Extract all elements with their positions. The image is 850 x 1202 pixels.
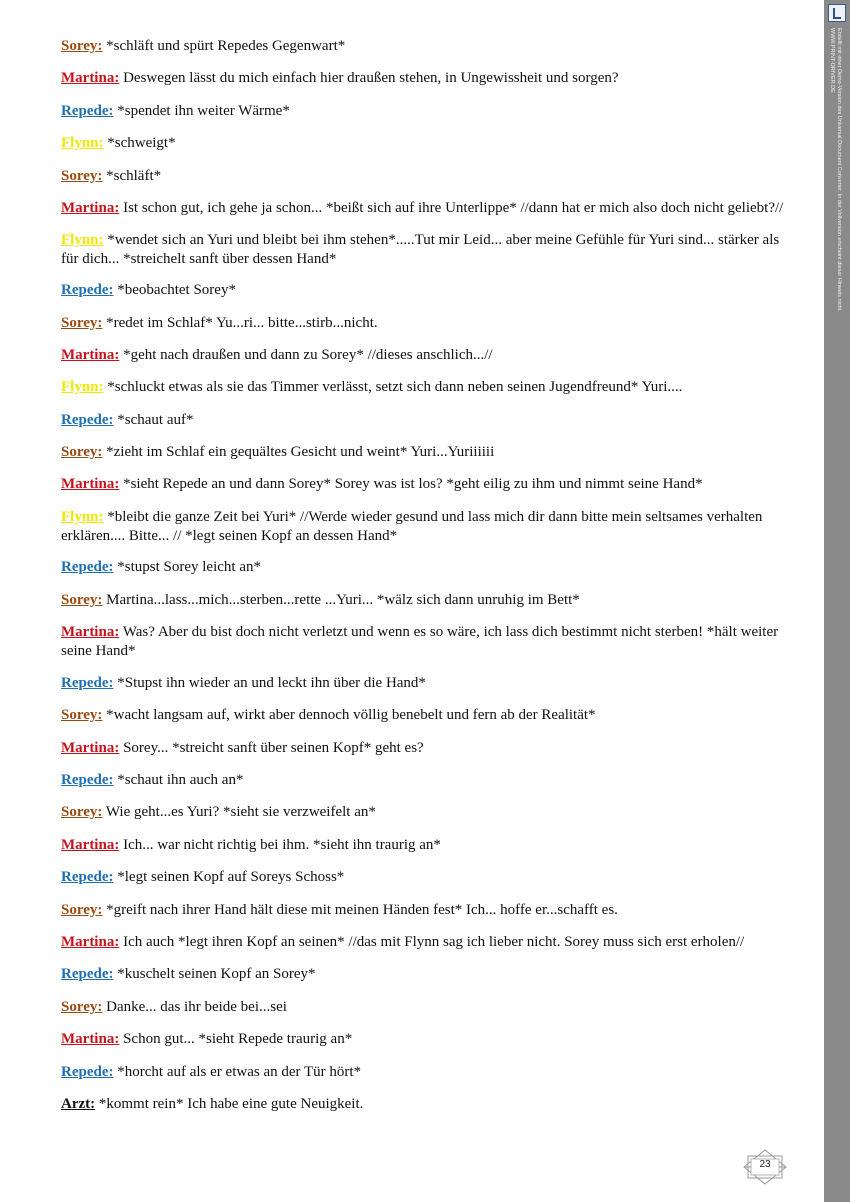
- dialogue-text: Wie geht...es Yuri? *sieht sie verzweifelt an*: [105, 804, 376, 821]
- dialogue-line: [61, 314, 796, 333]
- dialogue-text: *kommt rein* Ich habe eine gute Neuigkeit.: [98, 1095, 364, 1112]
- dialogue-line: [61, 134, 796, 153]
- dialogue-line: [61, 1063, 796, 1082]
- dialogue-line: [61, 346, 796, 365]
- dialogue-text: *legt seinen Kopf auf Soreys Schoss*: [117, 869, 345, 886]
- dialogue-line: [61, 558, 796, 577]
- dialogue-text: Sorey... *streicht sanft über seinen Kopf* geht es?: [123, 739, 424, 756]
- speaker-name: Arzt:: [61, 1095, 96, 1112]
- dialogue-text: *schläft*: [106, 167, 162, 184]
- dialogue-line: [61, 933, 796, 952]
- watermark-notice: [828, 28, 842, 312]
- dialogue-text: Deswegen lässt du mich einfach hier draußen stehen, in Ungewissheit und sorgen?: [123, 70, 619, 87]
- dialogue-line: [61, 771, 796, 790]
- dialogue-text: Ist schon gut, ich gehe ja schon... *beißt sich auf ihre Unterlippe* //dann hat er mich also doch nicht geliebt?//: [123, 199, 784, 216]
- speaker-name: Sorey:: [61, 38, 103, 54]
- dialogue-line: [61, 674, 796, 693]
- dialogue-line: [61, 102, 796, 121]
- dialogue-line: [61, 378, 796, 397]
- dialogue-text: *schaut auf*: [117, 411, 194, 428]
- dialogue-text: *horcht auf als er etwas an der Tür hört*: [117, 1063, 362, 1080]
- dialogue-line: [61, 281, 796, 300]
- dialogue-line: [61, 443, 796, 462]
- speaker-name: Repede:: [61, 102, 114, 119]
- watermark-url: WWW.PRINT-DRIVER.DE: [829, 28, 835, 93]
- dialogue-line: [61, 623, 796, 661]
- dialogue-text: *spendet ihn weiter Wärme*: [117, 102, 290, 119]
- page-number: 23: [759, 1159, 771, 1170]
- dialogue-line: [61, 901, 796, 920]
- dialogue-line: [61, 868, 796, 887]
- dialogue-line: [61, 998, 796, 1017]
- dialogue-text: *sieht Repede an und dann Sorey* Sorey was ist los? *geht eilig zu ihm und nimmt seine Hand*: [123, 476, 703, 493]
- dialogue-line: [61, 1095, 796, 1114]
- speaker-name: Sorey:: [61, 167, 103, 184]
- dialogue-text: *beobachtet Sorey*: [117, 282, 236, 299]
- dialogue-line: [61, 167, 796, 186]
- dialogue-text: Ich auch *legt ihren Kopf an seinen* //das mit Flynn sag ich lieber nicht. Sorey muss sich erst erholen//: [123, 933, 745, 950]
- speaker-name: Repede:: [61, 559, 114, 576]
- dialogue-line: [61, 411, 796, 430]
- speaker-name: Repede:: [61, 282, 114, 299]
- dialogue-text: Was? Aber du bist doch nicht verletzt und wenn es so wäre, ich lass dich bestimmt nicht sterben! *hält weiter seine Hand*: [61, 624, 779, 660]
- dialogue-text: *bleibt die ganze Zeit bei Yuri* //Werde wieder gesund und lass mich dir dann bitte mein seltsames verhalten erklären.... Bitte... // *legt seinen Kopf an dessen Hand*: [61, 508, 763, 544]
- dialogue-text: *schaut ihn auch an*: [117, 772, 244, 789]
- dialogue-line: [61, 508, 796, 546]
- dialogue-line: [61, 803, 796, 822]
- speaker-name: Repede:: [61, 674, 114, 691]
- speaker-name: Martina:: [61, 739, 120, 756]
- speaker-name: Sorey:: [61, 998, 103, 1015]
- dialogue-line: [61, 475, 796, 494]
- dialogue-line: [61, 37, 796, 56]
- speaker-name: Sorey:: [61, 591, 103, 608]
- speaker-name: Flynn:: [61, 231, 104, 248]
- dialogue-line: [61, 591, 796, 610]
- page-number-badge: [743, 1149, 787, 1185]
- dialogue-line: [61, 706, 796, 725]
- speaker-name: Martina:: [61, 346, 120, 363]
- speaker-name: Flynn:: [61, 135, 104, 152]
- speaker-name: Martina:: [61, 1031, 120, 1048]
- dialogue-text: *schluckt etwas als sie das Timmer verlässt, setzt sich dann neben seinen Jugendfreund* Yuri....: [107, 379, 683, 396]
- dialogue-text: *Stupst ihn wieder an und leckt ihn über die Hand*: [117, 674, 426, 691]
- speaker-name: Repede:: [61, 411, 114, 428]
- dialogue-text: Schon gut... *sieht Repede traurig an*: [123, 1031, 353, 1048]
- dialogue-text: *schweigt*: [107, 135, 176, 152]
- speaker-name: Martina:: [61, 199, 120, 216]
- dialogue-list: [61, 37, 796, 1127]
- dialogue-text: Martina...lass...mich...sterben...rette ...Yuri... *wälz sich dann unruhig im Bett*: [106, 591, 580, 608]
- speaker-name: Sorey:: [61, 901, 103, 918]
- dialogue-line: [61, 231, 796, 269]
- watermark-notice-line: Erstellt mit einer Demo-Version des Universal Document Converter. In der Vollversion erscheint dieser Hinweis nicht.: [836, 28, 842, 312]
- dialogue-text: *wacht langsam auf, wirkt aber dennoch völlig benebelt und fern ab der Realität*: [106, 707, 596, 724]
- dialogue-line: [61, 1030, 796, 1049]
- dialogue-text: Ich... war nicht richtig bei ihm. *sieht ihn traurig an*: [123, 836, 441, 853]
- dialogue-line: [61, 739, 796, 758]
- speaker-name: Sorey:: [61, 314, 103, 331]
- speaker-name: Martina:: [61, 476, 120, 493]
- dialogue-line: [61, 69, 796, 88]
- dialogue-text: *zieht im Schlaf ein gequältes Gesicht und weint* Yuri...Yuriiiiii: [106, 444, 495, 461]
- dialogue-text: *schläft und spürt Repedes Gegenwart*: [106, 38, 346, 54]
- speaker-name: Repede:: [61, 869, 114, 886]
- speaker-name: Martina:: [61, 933, 120, 950]
- speaker-name: Repede:: [61, 1063, 114, 1080]
- dialogue-line: [61, 965, 796, 984]
- speaker-name: Repede:: [61, 966, 114, 983]
- speaker-name: Martina:: [61, 624, 120, 641]
- dialogue-text: *redet im Schlaf* Yu...ri... bitte...stirb...nicht.: [106, 314, 378, 331]
- speaker-name: Flynn:: [61, 379, 104, 396]
- speaker-name: Flynn:: [61, 508, 104, 525]
- speaker-name: Sorey:: [61, 804, 103, 821]
- dialogue-line: [61, 199, 796, 218]
- speaker-name: Sorey:: [61, 707, 103, 724]
- speaker-name: Repede:: [61, 772, 114, 789]
- dialogue-text: *kuschelt seinen Kopf an Sorey*: [117, 966, 316, 983]
- speaker-name: Martina:: [61, 70, 120, 87]
- speaker-name: Sorey:: [61, 444, 103, 461]
- udc-logo-icon: [828, 4, 846, 22]
- dialogue-text: *greift nach ihrer Hand hält diese mit meinen Händen fest* Ich... hoffe er...schafft es.: [106, 901, 618, 918]
- watermark-sidebar: [824, 0, 850, 1202]
- dialogue-text: *stupst Sorey leicht an*: [117, 559, 261, 576]
- dialogue-text: *wendet sich an Yuri und bleibt bei ihm stehen*.....Tut mir Leid... aber meine Gefühle für Yuri sind... stärker als für dich... *streichelt sanft über dessen Hand*: [61, 231, 780, 267]
- speaker-name: Martina:: [61, 836, 120, 853]
- dialogue-line: [61, 836, 796, 855]
- dialogue-text: *geht nach draußen und dann zu Sorey* //dieses anschlich...//: [123, 346, 493, 363]
- dialogue-text: Danke... das ihr beide bei...sei: [106, 998, 287, 1015]
